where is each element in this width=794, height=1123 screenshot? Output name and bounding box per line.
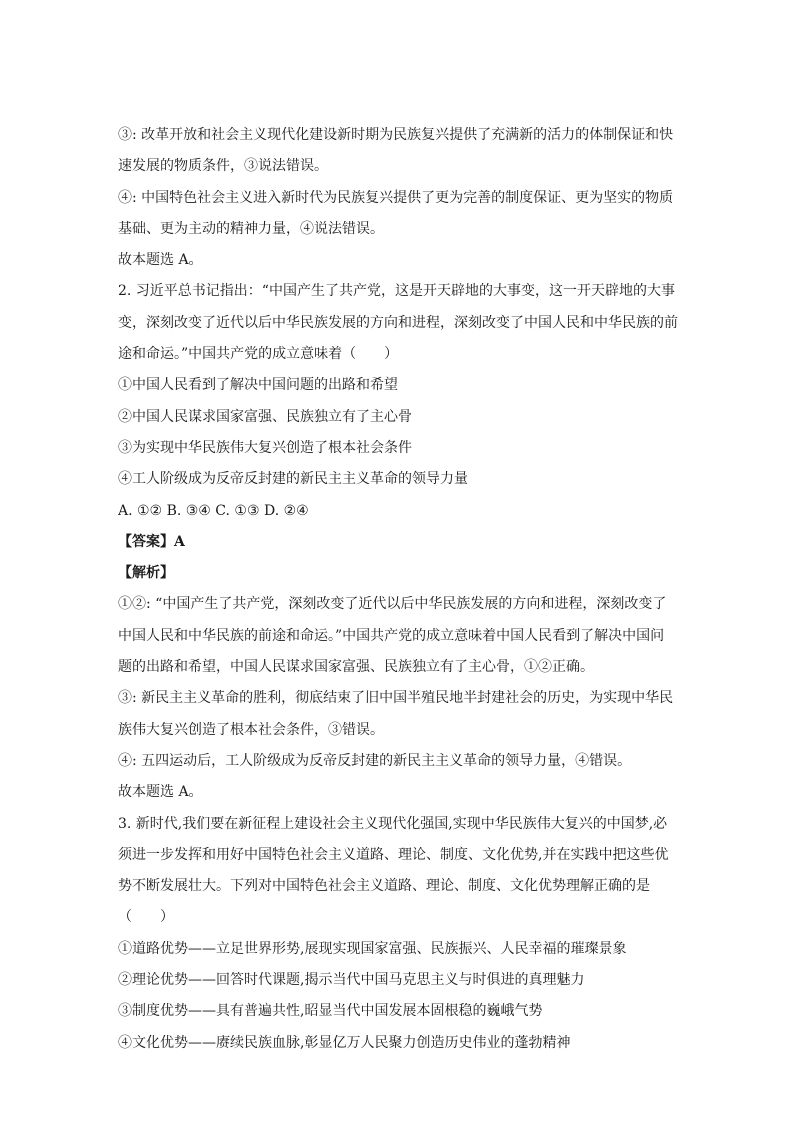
option-line: ③制度优势——具有普遍共性,昭显当代中国发展本固根稳的巍峨气势 <box>118 1003 543 1020</box>
text-line: ④: 五四运动后，工人阶级成为反帝反封建的新民主主义革命的领导力量，④错误。 <box>118 752 632 769</box>
text-line: 速发展的物质条件，③说法错误。 <box>118 158 328 175</box>
answer-line: 【答案】A <box>118 533 185 550</box>
text-line: ③: 新民主主义革命的胜利，彻底结束了旧中国半殖民地半封建社会的历史，为实现中华民 <box>118 690 674 707</box>
option-line: ④工人阶级成为反帝反封建的新民主主义革命的领导力量 <box>118 471 468 488</box>
option-line: ①道路优势——立足世界形势,展现实现国家富强、民族振兴、人民幸福的璀璨景象 <box>118 940 627 957</box>
text-line: 基础、更为主动的精神力量，④说法错误。 <box>118 220 384 237</box>
text-line: 途和命运。”中国共产党的成立意味着（ ） <box>118 346 399 363</box>
choices-line: A. ①② B. ③④ C. ①③ D. ②④ <box>118 502 309 519</box>
text-line: ③: 改革开放和社会主义现代化建设新时期为民族复兴提供了充满新的活力的体制保证和快 <box>118 127 674 143</box>
text-line: 故本题选 A。 <box>118 784 203 801</box>
analysis-heading: 【解析】 <box>118 565 174 582</box>
text-line: 题的出路和希望，中国人民谋求国家富强、民族独立有了主心骨，①②正确。 <box>118 659 594 676</box>
question-2-stem: 2. 习近平总书记指出：“中国产生了共产党，这是开天辟地的大事变，这一开天辟地的大事 <box>118 283 675 300</box>
option-line: ①中国人民看到了解决中国问题的出路和希望 <box>118 377 398 394</box>
question-3-stem: 3. 新时代,我们要在新征程上建设社会主义现代化强国,实现中华民族伟大复兴的中国梦,必 <box>118 815 668 832</box>
option-line: ④文化优势——赓续民族血脉,彰显亿万人民聚力创造历史伟业的蓬勃精神 <box>118 1034 571 1051</box>
text-line: 变，深刻改变了近代以后中华民族发展的方向和进程，深刻改变了中国人民和中华民族的前 <box>118 314 678 331</box>
text-line: 势不断发展壮大。下列对中国特色社会主义道路、理论、制度、文化优势理解正确的是 <box>118 878 650 895</box>
text-line: （ ） <box>118 909 174 926</box>
text-line: ④: 中国特色社会主义进入新时代为民族复兴提供了更为完善的制度保证、更为坚实的物质 <box>118 189 674 206</box>
option-line: ②理论优势——回答时代课题,揭示当代中国马克思主义与时俱进的真理魅力 <box>118 972 585 989</box>
option-line: ③为实现中华民族伟大复兴创造了根本社会条件 <box>118 439 412 456</box>
option-line: ②中国人民谋求国家富强、民族独立有了主心骨 <box>118 408 412 425</box>
text-line: 须进一步发挥和用好中国特色社会主义道路、理论、制度、文化优势,并在实践中把这些优 <box>118 846 669 863</box>
document-page <box>118 125 678 1064</box>
text-line: 族伟大复兴创造了根本社会条件，③错误。 <box>118 721 384 738</box>
text-line: 中国人民和中华民族的前途和命运。”中国共产党的成立意味着中国人民看到了解决中国问 <box>118 627 665 644</box>
text-line: 故本题选 A。 <box>118 252 203 269</box>
text-line: ①②: “中国产生了共产党，深刻改变了近代以后中华民族发展的方向和进程，深刻改变了 <box>118 596 667 613</box>
